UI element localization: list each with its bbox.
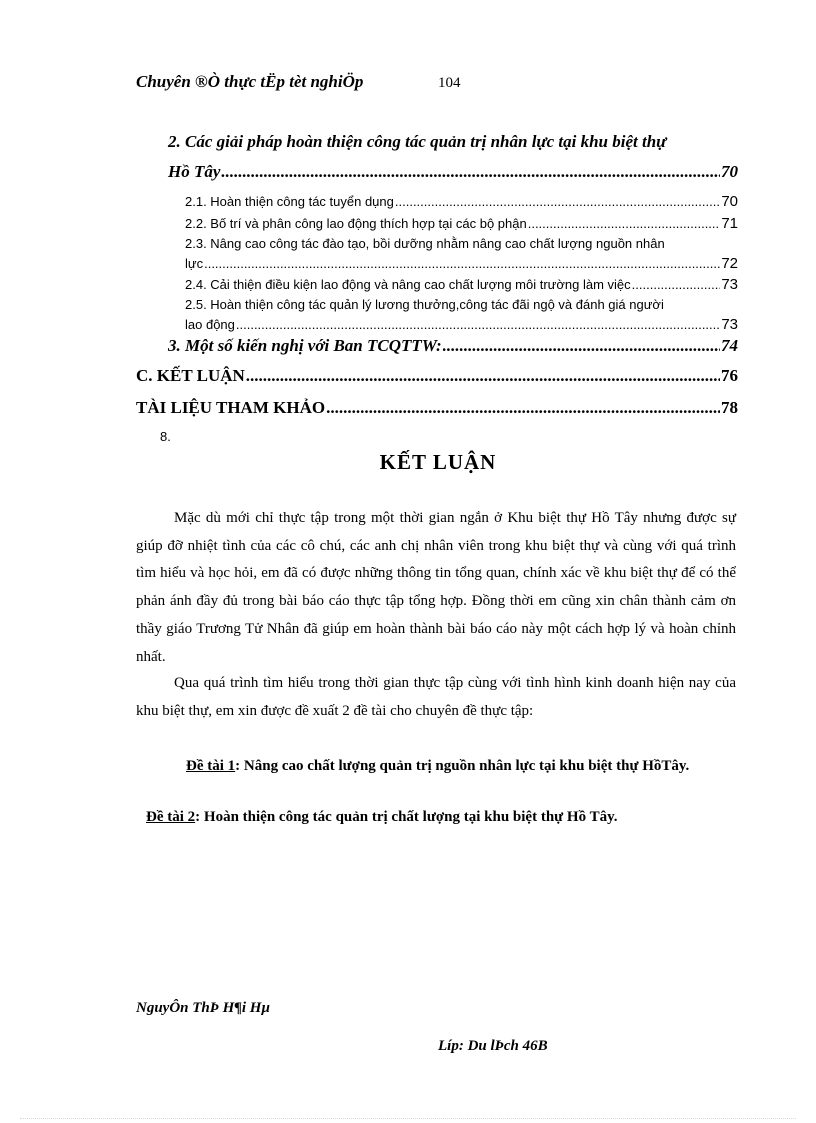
- toc-item-2-3-line2: [185, 255, 738, 272]
- body-paragraph-2: [136, 670, 736, 725]
- toc-item-2-4: [185, 276, 738, 293]
- toc-item-text: lực: [185, 256, 204, 271]
- toc-item-page: 73: [721, 316, 738, 333]
- toc-leader-dots: [246, 366, 720, 386]
- toc-leader-dots: [204, 256, 720, 271]
- toc-section-2-line1: 2. Các giải pháp hoàn thiện công tác quản trị nhân lực tại khu biệt thự: [168, 132, 667, 151]
- toc-item-text: 2.2. Bố trí và phân công lao động thích hợp tại các bộ phận: [185, 216, 527, 231]
- toc-leader-dots: [395, 194, 720, 209]
- paragraph-2-text: Qua quá trình tìm hiểu trong thời gian thực tập cùng với tình hình kinh doanh hiện nay của khu biệt thự, em xin được đề xuất 2 đề tài cho chuyên đề thực tập:: [136, 675, 736, 719]
- toc-item-text: lao động: [185, 317, 235, 332]
- toc-leader-dots: [326, 398, 720, 418]
- toc-leader-dots: [443, 336, 720, 356]
- toc-references-title: TÀI LIỆU THAM KHẢO: [136, 398, 326, 417]
- toc-item-text: 2.1. Hoàn thiện công tác tuyển dụng: [185, 194, 394, 209]
- document-header-title: Chuyên ®Ò thực tËp tèt nghiÖp: [136, 72, 364, 91]
- toc-conclusion: [136, 366, 738, 386]
- toc-item-2-2: [185, 215, 738, 232]
- toc-section-3-title: 3. Một số kiến nghị với Ban TCQTTW:: [168, 336, 442, 355]
- toc-conclusion-page: 76: [721, 366, 738, 385]
- topic-1-text: : Nâng cao chất lượng quản trị nguồn nhân lực tại khu biệt thự HồTây.: [235, 758, 690, 774]
- topic-1: [136, 752, 736, 780]
- toc-section-2-page: 70: [721, 162, 738, 181]
- toc-section-3: [168, 336, 738, 356]
- toc-item-page: 70: [721, 193, 738, 210]
- toc-item-page: 71: [721, 215, 738, 232]
- footer-author-name: NguyÔn ThÞ H¶i Hµ: [136, 1000, 271, 1016]
- page-bottom-rule: [20, 1118, 796, 1119]
- body-paragraph-1: [136, 505, 736, 671]
- toc-section-2-line2: [168, 162, 738, 182]
- toc-leader-dots: [221, 162, 720, 182]
- toc-item-page: 72: [721, 255, 738, 272]
- topic-2-label: Đề tài 2: [146, 809, 196, 825]
- toc-item-text: 2.4. Cải thiện điều kiện lao động và nâng cao chất lượng môi trường làm việc: [185, 277, 631, 292]
- toc-section-3-page: 74: [721, 336, 738, 355]
- topic-2-text: : Hoàn thiện công tác quản trị chất lượng tại khu biệt thự Hồ Tây.: [195, 809, 618, 825]
- topic-2: [146, 809, 618, 826]
- topic-1-label: Đề tài 1: [186, 758, 236, 774]
- paragraph-1-text: Mặc dù mới chỉ thực tập trong một thời gian ngắn ở Khu biệt thự Hồ Tây nhưng được sự giúp đỡ nhiệt tình của các cô chú, các anh chị nhân viên trong khu biệt thự và cùng với quá trình tìm hiểu và học hỏi, em đã có được những thông tin tổng quan, chính xác về khu biệt thự để có thể phản ánh đầy đủ trong bài báo cáo thực tập tổng hợp. Đồng thời em cũng xin chân thành cảm ơn thầy giáo Trương Tử Nhân đã giúp em hoàn thành bài báo cáo này một cách hợp lý và hoàn chỉnh nhất.: [136, 510, 736, 665]
- toc-references-page: 78: [721, 398, 738, 417]
- toc-item-2-5-line1: 2.5. Hoàn thiện công tác quản lý lương thưởng,công tác đãi ngộ và đánh giá người: [185, 297, 664, 312]
- toc-conclusion-title: C. KẾT LUẬN: [136, 366, 245, 385]
- section-heading: KẾT LUẬN: [379, 450, 497, 474]
- toc-references: [136, 398, 738, 418]
- page-number: 104: [438, 75, 461, 91]
- footer-class: Líp: Du lÞch 46B: [438, 1038, 548, 1054]
- toc-item-2-1: [185, 193, 738, 210]
- toc-item-page: 73: [721, 276, 738, 293]
- toc-leader-dots: [236, 317, 720, 332]
- toc-leader-dots: [632, 277, 721, 292]
- toc-item-2-5-line2: [185, 316, 738, 333]
- toc-item-2-3-line1: 2.3. Nâng cao công tác đào tạo, bồi dưỡng nhằm nâng cao chất lượng nguồn nhân: [185, 236, 665, 251]
- list-marker: 8.: [160, 429, 171, 444]
- toc-section-2-title-cont: Hồ Tây: [168, 162, 221, 181]
- toc-leader-dots: [528, 216, 721, 231]
